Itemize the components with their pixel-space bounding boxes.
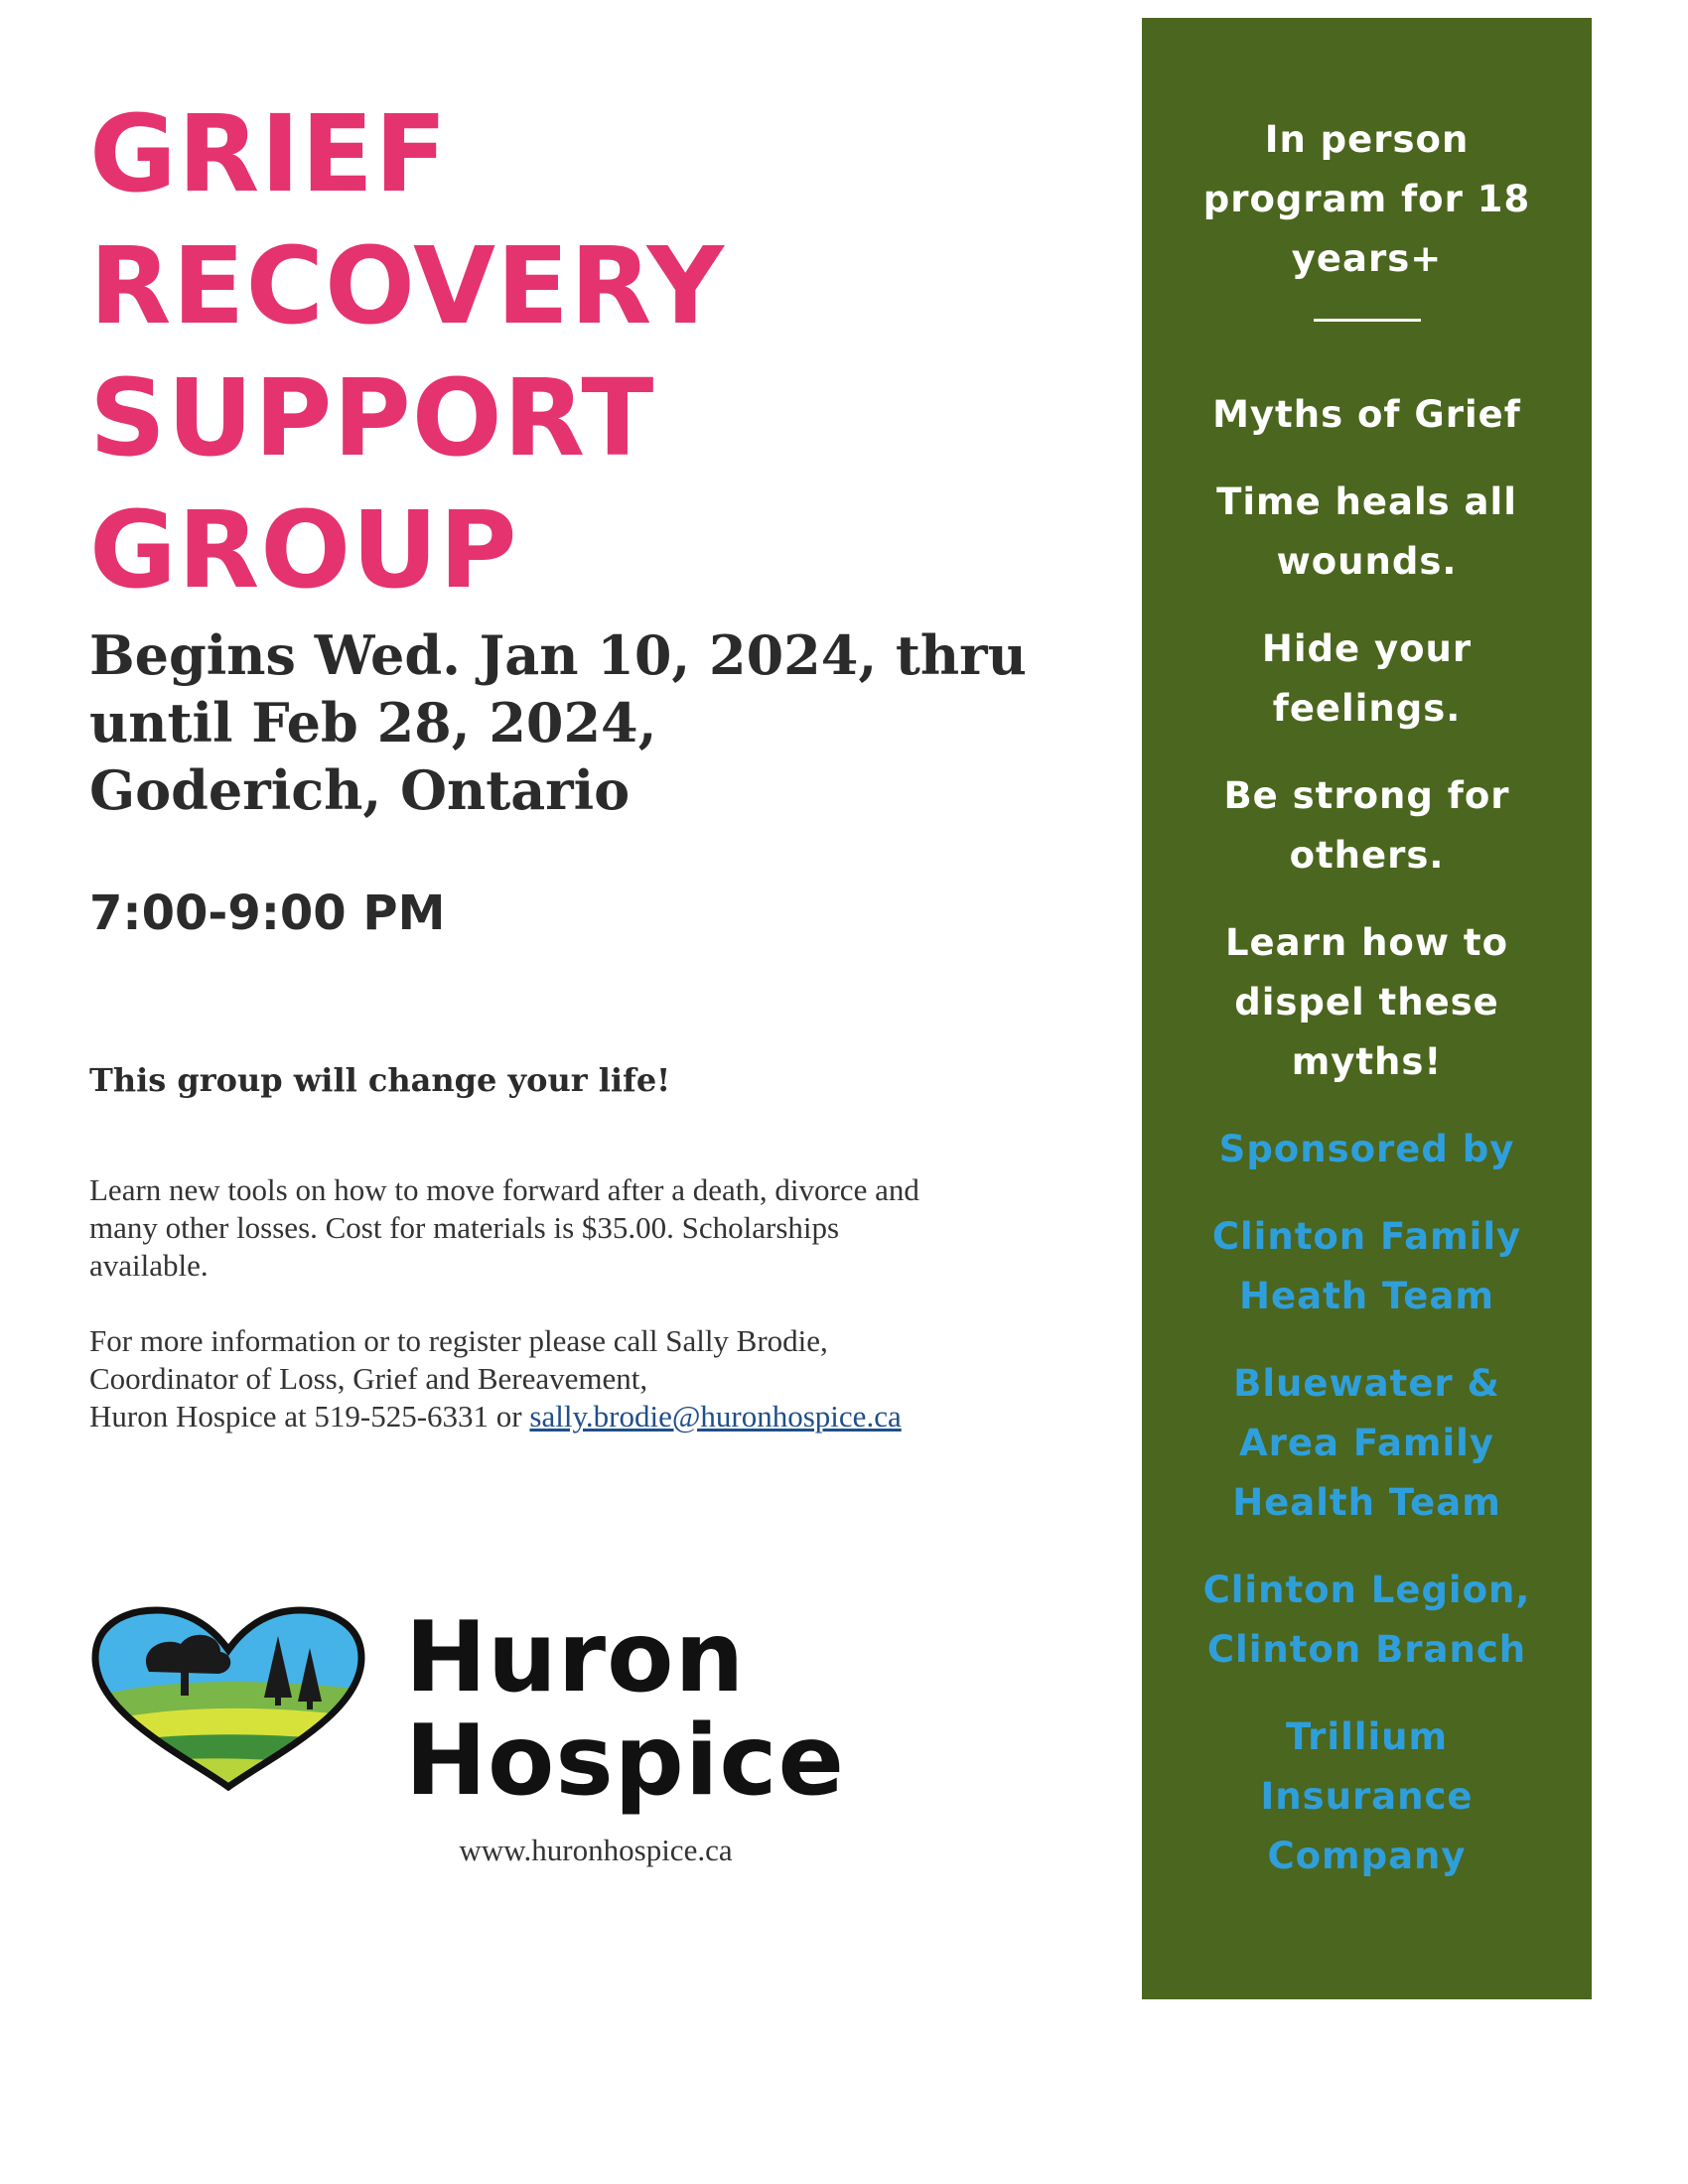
sponsor-line: Clinton Branch <box>1206 1628 1527 1671</box>
email-link[interactable]: sally.brodie@huronhospice.ca <box>529 1399 902 1433</box>
description-paragraph <box>89 1171 1092 1285</box>
myth-item <box>1179 619 1556 739</box>
myth-item <box>1179 473 1556 592</box>
divider-line <box>1314 319 1421 322</box>
sponsor-line: Area Family <box>1239 1422 1494 1464</box>
headline <box>89 89 1082 617</box>
sponsor-item <box>1179 1707 1556 1886</box>
contact-phone-text: Huron Hospice at 519-525-6331 or <box>89 1399 530 1433</box>
description <box>89 1171 1092 1435</box>
text-line: Coordinator of Loss, Grief and Bereavement, <box>89 1361 648 1396</box>
myths-heading: Myths of Grief <box>1212 393 1521 436</box>
myth-line: myths! <box>1291 1040 1443 1083</box>
sponsor-item <box>1179 1561 1556 1680</box>
huron-hospice-logo <box>89 1601 943 1818</box>
heart-landscape-icon <box>89 1606 367 1795</box>
myth-line: Learn how to <box>1224 921 1509 964</box>
myth-line: wounds. <box>1276 540 1458 583</box>
myth-line: Hide your <box>1261 627 1473 670</box>
intro-line: program for 18 <box>1202 178 1531 220</box>
sponsor-line: Clinton Family <box>1211 1215 1522 1258</box>
contact-paragraph <box>89 1322 1092 1435</box>
text-line: For more information or to register please call Sally Brodie, <box>89 1323 828 1358</box>
myth-item <box>1179 766 1556 886</box>
text-line: many other losses. Cost for materials is $35.00. Scholarships <box>89 1210 840 1245</box>
sponsor-line: Company <box>1267 1835 1467 1877</box>
text-line: available. <box>89 1248 209 1283</box>
sponsor-line: Clinton Legion, <box>1202 1569 1531 1611</box>
myth-line: dispel these <box>1234 981 1499 1024</box>
sponsor-line: Trillium <box>1285 1715 1449 1758</box>
logo-word-line: Huron <box>405 1601 746 1714</box>
tagline: This group will change your life! <box>89 1061 671 1099</box>
sponsor-line: Insurance <box>1260 1775 1474 1818</box>
date-line: until Feb 28, 2024, <box>89 691 657 754</box>
location-line: Goderich, Ontario <box>89 758 631 822</box>
program-intro <box>1179 110 1556 289</box>
sponsor-line: Bluewater & <box>1233 1362 1500 1405</box>
headline-line: RECOVERY <box>89 225 726 348</box>
intro-line: In person <box>1264 118 1470 161</box>
headline-line: GRIEF <box>89 93 449 216</box>
intro-line: years+ <box>1291 237 1443 280</box>
main-column <box>89 89 1082 1473</box>
text-line <box>89 1398 1092 1435</box>
myth-line: Time heals all <box>1216 480 1517 523</box>
text-line: Learn new tools on how to move forward after a death, divorce and <box>89 1172 919 1207</box>
website-link[interactable]: www.huronhospice.ca <box>459 1833 733 1867</box>
myth-item <box>1179 913 1556 1092</box>
date-line: Begins Wed. Jan 10, 2024, thru <box>89 623 1027 687</box>
logo-wordmark <box>405 1601 845 1818</box>
sponsor-line: Health Team <box>1232 1481 1501 1524</box>
sponsored-by-heading: Sponsored by <box>1218 1128 1515 1170</box>
myth-line: feelings. <box>1272 687 1462 730</box>
logo-word-line: Hospice <box>405 1705 845 1818</box>
myth-line: Be strong for <box>1223 774 1510 817</box>
sponsor-line: Heath Team <box>1239 1275 1494 1317</box>
headline-line: SUPPORT <box>89 357 655 480</box>
myth-line: others. <box>1289 834 1445 877</box>
sponsor-item <box>1179 1354 1556 1533</box>
sponsor-item <box>1179 1207 1556 1326</box>
sidebar-panel <box>1142 18 1592 1999</box>
session-time: 7:00-9:00 PM <box>89 886 446 941</box>
headline-line: GROUP <box>89 489 518 613</box>
date-location <box>89 621 1082 824</box>
